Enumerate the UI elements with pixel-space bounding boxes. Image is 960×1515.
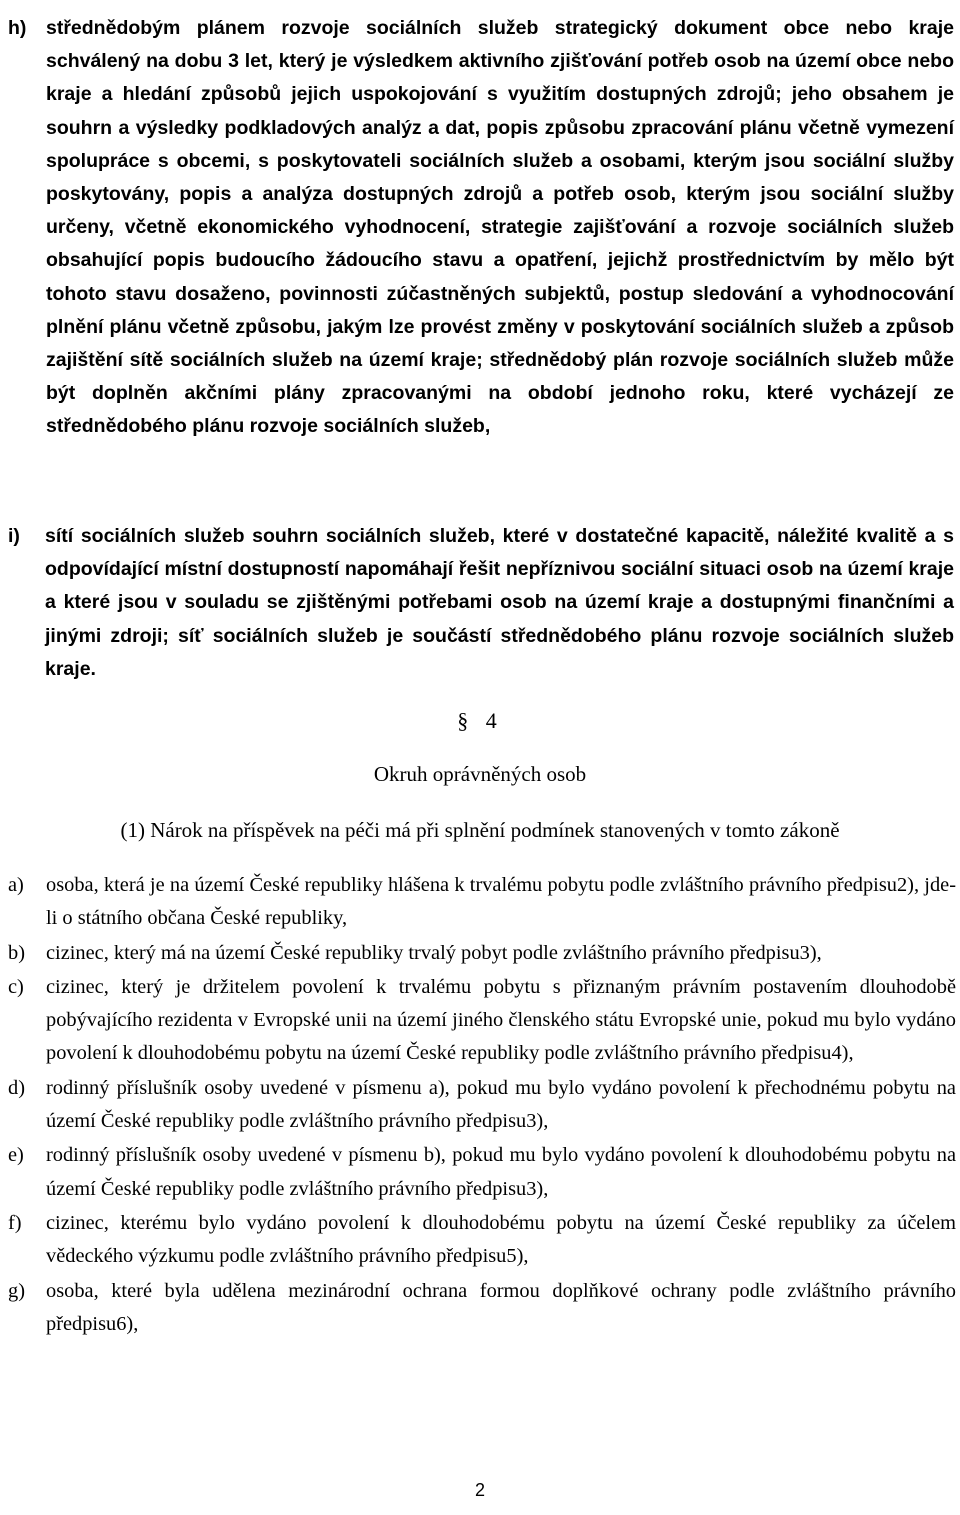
item-text: cizinec, který má na území České republiky trvalý pobyt podle zvláštního právního předpisu3), <box>46 941 822 964</box>
list-item-e <box>8 1139 956 1206</box>
item-text: osoba, která je na území České republiky hlášena k trvalému pobytu podle zvláštního právního předpisu2), jde-li o státního občana České republiky, <box>46 874 956 930</box>
item-text: střednědobým plánem rozvoje sociálních služeb strategický dokument obce nebo kraje schválený na dobu 3 let, který je výsledkem aktivního zjišťování potřeb osob na území obce nebo kraje a hledání způsobů jejich uspokojování s využitím dostupných zdrojů; jeho obsahem je souhrn a výsledky podkladových analýz a dat, popis způsobu zpracování plánu včetně vymezení spolupráce s obcemi, s poskytovateli sociálních služeb a osobami, kterým jsou sociální služby poskytovány, popis a analýza dostupných zdrojů a potřeb osob, kterým jsou sociální služby určeny, včetně ekonomického vyhodnocení, strategie zajišťování a rozvoje sociálních služeb obsahující popis budoucího žádoucího stavu a opatření, jejichž prostřednictvím by mělo být tohoto stavu dosaženo, povinnosti zúčastněných subjektů, postup sledování a vyhodnocování plnění plánu včetně způsobu, jakým lze provést změny v poskytování sociálních služeb a způsob zajištění sítě sociálních služeb na území kraje; střednědobý plán rozvoje sociálních služeb může být doplněn akčními plány zpracovanými na období jednoho roku, které vycházejí ze střednědobého plánu rozvoje sociálních služeb, <box>46 17 954 438</box>
list-item <box>8 12 954 444</box>
item-text: cizinec, který je držitelem povolení k trvalému pobytu s přiznaným právním postavením dlouhodobě pobývajícího rezidenta v Evropské unii na území jiného členského státu Evropské unie, pokud mu bylo vydáno povolení k dlouhodobému pobytu na území České republiky podle zvláštního právního předpisu4), <box>46 975 956 1065</box>
item-text: rodinný příslušník osoby uvedené v písmenu a), pokud mu bylo vydáno povolení k přechodnému pobytu na území České republiky podle zvláštního právního předpisu3), <box>46 1076 956 1133</box>
item-label: h) <box>8 17 27 39</box>
list-item-a <box>8 869 956 936</box>
section-heading: Okruh oprávněných osob <box>373 762 587 786</box>
item-label: b) <box>8 941 25 964</box>
section-number: § 4 <box>457 708 503 733</box>
item-label: g) <box>8 1279 25 1302</box>
item-text: cizinec, kterému bylo vydáno povolení k dlouhodobému pobytu na území České republiky za účelem vědeckého výzkumu podle zvláštního právního předpisu5), <box>46 1211 956 1268</box>
list-item-b <box>8 937 956 970</box>
list-item <box>8 520 954 686</box>
page-number: 2 <box>474 1480 485 1500</box>
list-item-c <box>8 971 956 1071</box>
item-label: a) <box>8 874 24 896</box>
list-item-f <box>8 1207 956 1274</box>
item-label: d) <box>8 1076 25 1099</box>
list-item-d <box>8 1072 956 1139</box>
list-item-g <box>8 1275 956 1342</box>
item-text: rodinný příslušník osoby uvedené v písmenu b), pokud mu bylo vydáno povolení k dlouhodobému pobytu na území České republiky podle zvláštního právního předpisu3), <box>46 1144 956 1200</box>
item-label: i) <box>8 525 20 547</box>
definition-item-h <box>8 12 954 444</box>
item-text: sítí sociálních služeb souhrn sociálních služeb, které v dostatečné kapacitě, náležité kvalitě a s odpovídající místní dostupností napomáhají řešit nepříznivou sociální situaci osob na území kraje a které jsou v souladu se zjištěnými potřebami osob na území kraje a dostupnými finančními a jinými zdroji; síť sociálních služeb je součástí střednědobého plánu rozvoje sociálních služeb kraje. <box>45 525 954 680</box>
item-label: c) <box>8 975 24 998</box>
item-text: osoba, které byla udělena mezinárodní ochrana formou doplňkové ochrany podle zvláštního právního předpisu6), <box>46 1279 956 1335</box>
definition-item-i <box>8 520 954 686</box>
item-label: f) <box>8 1211 22 1234</box>
eligible-persons-list <box>8 869 956 1342</box>
intro-paragraph: (1) Nárok na příspěvek na péči má při splnění podmínek stanovených v tomto zákoně <box>120 818 840 842</box>
item-label: e) <box>8 1144 24 1167</box>
